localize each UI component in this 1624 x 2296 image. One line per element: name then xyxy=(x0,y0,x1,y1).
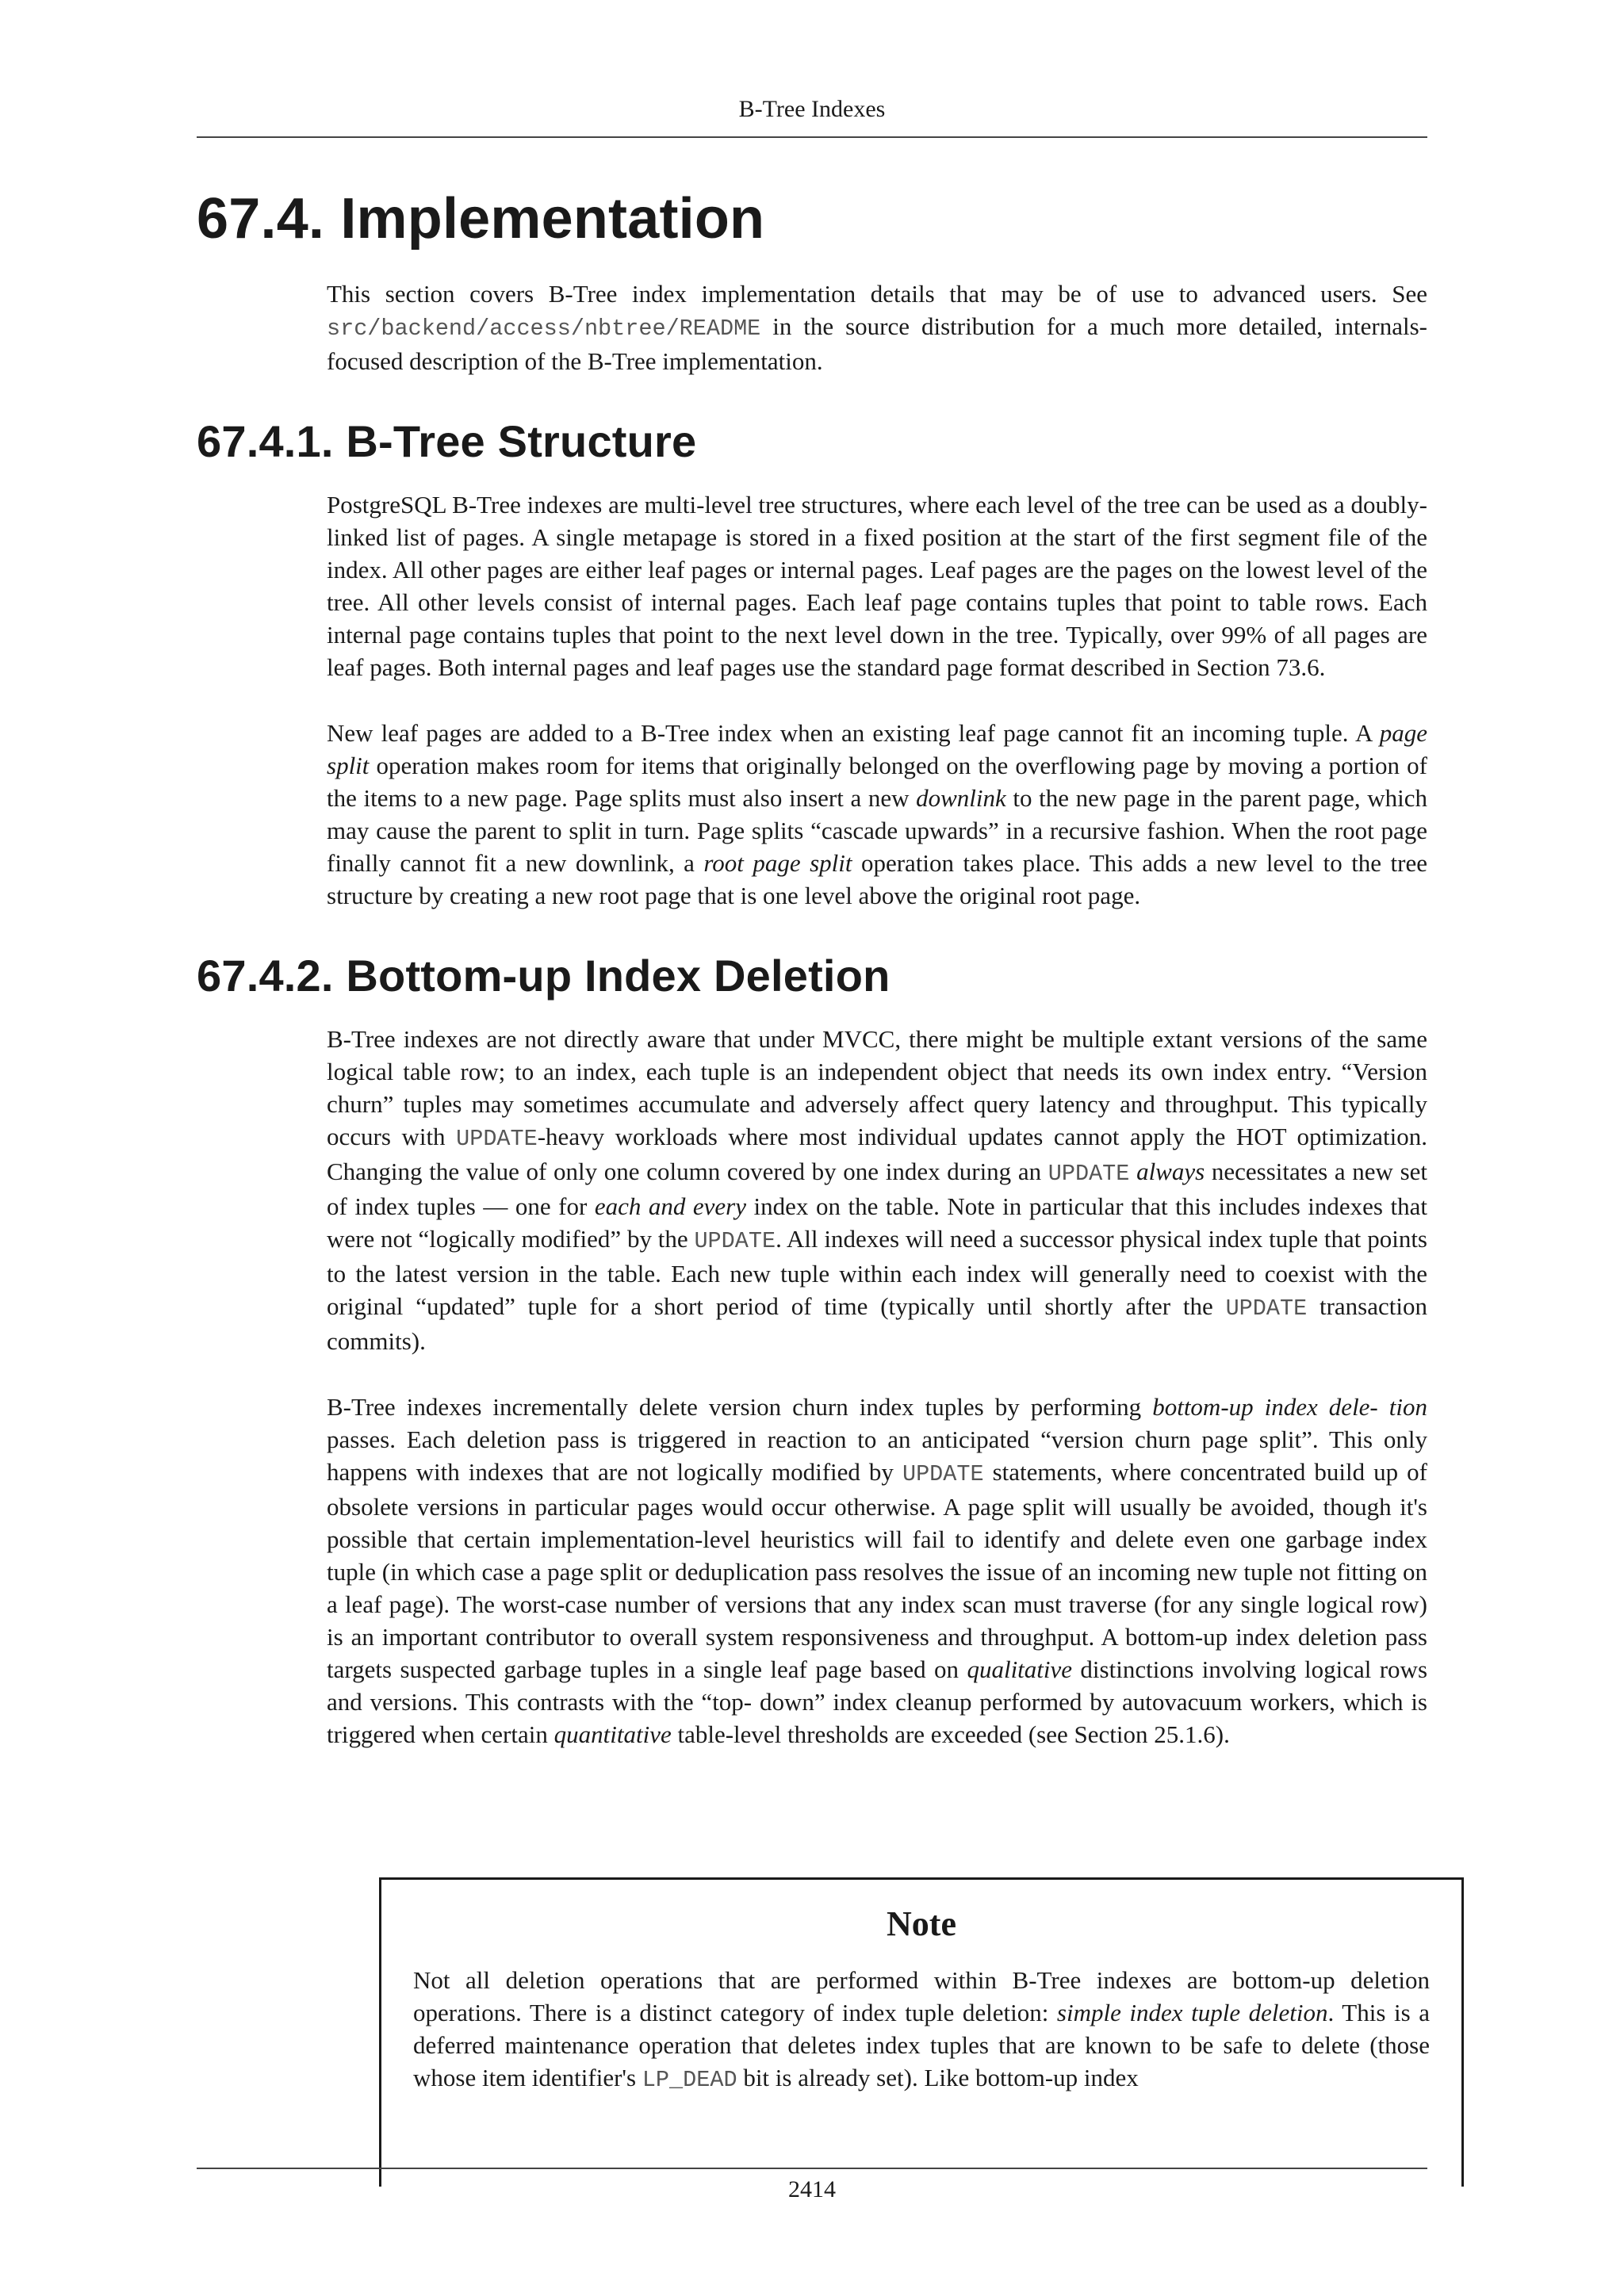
text-run: PostgreSQL B-Tree indexes are multi-level tree structures, where each level of the tree can be used as a doubly-linked list of pages. A single metapage is stored in a fixed position at the start of the first segment file of the index. All other pages are either leaf pages or internal pages. Leaf pages are the pages on the lowest level of the tree. All other levels consist of internal pages. Each leaf page contains tuples that point to table rows. Each internal page contains tuples that point to the next level down in the tree. Typically, over 99% of all pages are leaf pages. Both internal pages and leaf pages use the standard page format described in Section 73.6. xyxy=(327,491,1427,681)
emphasis: qualitative xyxy=(967,1655,1073,1683)
emphasis: downlink xyxy=(916,784,1006,812)
emphasis: quantitative xyxy=(553,1720,672,1748)
text-run: . This is a deferred maintenance operation that deletes index tuples that are known to be safe to delete (those whose item identifier's xyxy=(413,1999,1430,2091)
text-run: in the source distribution for a much more detailed, internals-focused description of the B-Tree implementation. xyxy=(327,312,1427,375)
text-run: B-Tree indexes incrementally delete version churn index tuples by performing xyxy=(327,1393,1153,1421)
inline-code: LP_DEAD xyxy=(642,2067,737,2093)
subsection-title-bottom-up-deletion: 67.4.2. Bottom-up Index Deletion xyxy=(197,951,891,1001)
page-content xyxy=(197,179,1427,1784)
intro-paragraph xyxy=(327,277,1427,377)
text-run: table-level thresholds are exceeded (see Section 25.1.6). xyxy=(671,1720,1230,1748)
subsection-body-structure xyxy=(327,488,1427,912)
inline-code: src/backend/access/nbtree/README xyxy=(327,316,761,342)
text-run: passes. Each deletion pass is triggered in reaction to an anticipated “version churn page split”. This only happens with indexes that are not logically modified by xyxy=(327,1425,1427,1486)
footer-rule xyxy=(197,2168,1427,2169)
note-paragraph xyxy=(413,1964,1430,2096)
text-run: This section covers B-Tree index implementation details that may be of use to advanced users. See xyxy=(327,280,1427,308)
text-run: -heavy workloads where most individual updates cannot apply the HOT optimization. Changing the value of only one column covered by one index during an xyxy=(327,1123,1427,1185)
emphasis: bottom-up index dele- tion xyxy=(1152,1393,1428,1421)
text-run: B-Tree indexes are not directly aware that under MVCC, there might be multiple extant versions of the same logical table row; to an index, each tuple is an independent object that needs its own index entry. “Version churn” tuples may sometimes accumulate and adversely affect query latency and throughput. This typically occurs with xyxy=(327,1025,1427,1150)
text-run: operation takes place. This adds a new level to the tree structure by creating a new root page that is one level above the original root page. xyxy=(327,849,1427,909)
note-box xyxy=(379,1877,1464,2187)
emphasis: simple index tuple deletion xyxy=(1056,1999,1328,2026)
body-paragraph xyxy=(327,717,1427,912)
note-title: Note xyxy=(887,1904,956,1943)
text-run: New leaf pages are added to a B-Tree index when an existing leaf page cannot fit an incoming tuple. A xyxy=(327,719,1380,747)
inline-code: UPDATE xyxy=(902,1461,984,1487)
page-number: 2414 xyxy=(788,2176,836,2202)
text-run: statements, where concentrated build up of obsolete versions in particular pages would occur otherwise. A page split will usually be avoided, though it's possible that certain implementation-level heuristics will fail to identify and delete even one garbage index tuple (in which case a page split or deduplication pass resolves the issue of an incoming new tuple not fitting on a leaf page). The worst-case number of versions that any index scan must traverse (for any single logical row) is an important contributor to overall system responsiveness and throughput. A bottom-up index deletion pass targets suspected garbage tuples in a single leaf page based on xyxy=(327,1458,1427,1683)
body-paragraph xyxy=(327,1391,1427,1751)
text-run xyxy=(1129,1158,1136,1185)
inline-code: UPDATE xyxy=(456,1126,538,1152)
body-paragraph xyxy=(327,1023,1427,1357)
section-intro-block xyxy=(327,277,1427,377)
subsection-title-structure: 67.4.1. B-Tree Structure xyxy=(197,416,697,466)
running-header: B-Tree Indexes xyxy=(738,96,886,122)
subsection-body-bottom-up-deletion xyxy=(327,1023,1427,1751)
text-run: . All indexes will need a successor physical index tuple that points to the latest version in the table. Each new tuple within each index will generally need to coexist with the original “updated” tuple for a short period of time (typically until shortly after the xyxy=(327,1225,1427,1320)
section-title: 67.4. Implementation xyxy=(197,187,765,251)
text-run: Not all deletion operations that are performed within B-Tree indexes are bottom-up deletion operations. There is a distinct category of index tuple deletion: xyxy=(413,1966,1430,2026)
body-paragraph xyxy=(327,488,1427,683)
emphasis: always xyxy=(1136,1158,1205,1185)
text-run: to the new page in the parent page, which may cause the parent to split in turn. Page splits “cascade upwards” in a recursive fashion. When the root page finally cannot fit a new downlink, a xyxy=(327,784,1427,877)
inline-code: UPDATE xyxy=(1225,1295,1308,1322)
text-run: bit is already set). Like bottom-up index xyxy=(737,2064,1139,2091)
emphasis: page split xyxy=(327,719,1427,779)
text-run: operation makes room for items that originally belonged on the overflowing page by moving a portion of the items to a new page. Page splits must also insert a new xyxy=(327,752,1427,812)
inline-code: UPDATE xyxy=(1048,1161,1130,1187)
inline-code: UPDATE xyxy=(694,1228,776,1254)
text-run: necessitates a new set of index tuples — one for xyxy=(327,1158,1428,1220)
emphasis: each and every xyxy=(594,1192,747,1220)
emphasis: root page split xyxy=(703,849,852,877)
text-run: transaction commits). xyxy=(327,1292,1427,1355)
text-run: index on the table. Note in particular that this includes indexes that were not “logically modified” by the xyxy=(327,1192,1427,1253)
text-run: distinctions involving logical rows and versions. This contrasts with the “top- down” index cleanup performed by autovacuum workers, which is triggered when certain xyxy=(327,1655,1428,1748)
header-rule xyxy=(197,136,1427,138)
